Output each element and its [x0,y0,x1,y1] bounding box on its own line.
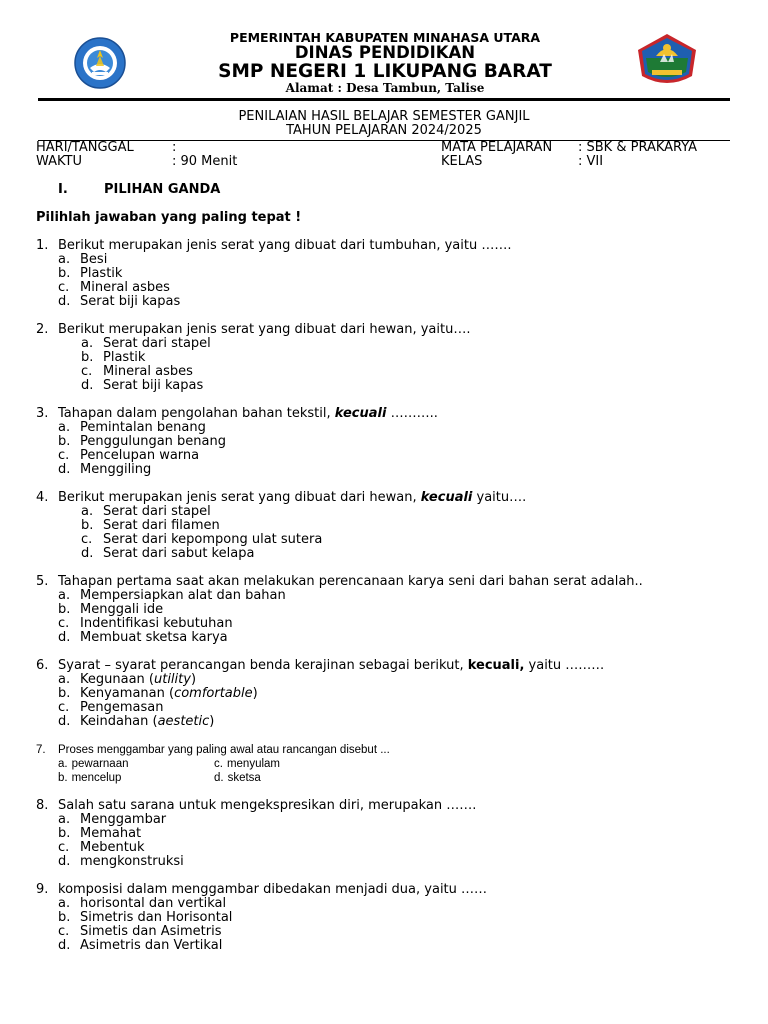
question-text [58,659,604,673]
answer-option [58,463,151,477]
option-letter: a. [58,588,71,603]
option-letter: b. [58,772,68,784]
question-text-tail: yaitu…. [472,490,527,505]
option-text: Simetis dan Asimetris [80,924,222,939]
answer-option [81,533,322,547]
option-letter: d. [58,714,71,729]
option-letter: c. [81,364,93,379]
question-emphasis: kecuali [420,490,473,505]
answer-option [58,897,226,911]
question-number: 7. [36,744,46,756]
option-text: Membuat sketsa karya [80,630,228,645]
option-letter: b. [58,266,71,281]
option-text: Pemintalan benang [80,420,206,435]
answer-option [81,337,211,351]
answer-option [58,281,170,295]
option-text: Serat biji kapas [103,378,204,393]
option-text: Besi [80,252,108,267]
option-text: Mempersiapkan alat dan bahan [80,588,286,603]
option-text: Serat biji kapas [80,294,181,309]
school-address: Alamat : Desa Tambun, Talise [285,81,485,95]
question-number: 5. [36,574,49,589]
answer-option [58,421,206,435]
option-text: Memahat [80,826,142,841]
option-text: sketsa [227,772,261,784]
day-date-value: : [172,140,177,155]
answer-option [58,855,184,869]
question-text-main: Tahapan dalam pengolahan bahan tekstil, [58,406,335,421]
option-text: menyulam [226,758,281,770]
option-letter: a. [58,672,71,687]
tut-wuri-handayani-logo [68,36,132,90]
option-text: Serat dari sabut kelapa [103,546,255,561]
question-number: 6. [36,658,49,673]
header-divider [38,98,730,101]
option-letter: a. [81,504,94,519]
answer-option [81,351,145,365]
question-text-main: Berikut merupakan jenis serat yang dibuat dari tumbuhan, yaitu ……. [58,238,512,253]
answer-option [58,827,141,841]
answer-option [58,253,107,267]
option-letter: d. [58,294,71,309]
answer-option [58,435,226,449]
option-text: Asimetris dan Vertikal [80,938,223,953]
answer-option [81,365,193,379]
answer-option [58,617,233,631]
option-text: Menggiling [80,462,152,477]
minahasa-utara-crest [634,32,700,90]
school-name: SMP NEGERI 1 LIKUPANG BARAT [218,61,552,82]
question-text-tail: yaitu ……… [524,658,605,673]
option-letter: b. [58,602,71,617]
subject-value: : SBK & PRAKARYA [578,140,698,155]
answer-option [58,603,163,617]
answer-option [81,379,203,393]
class-value: : VII [578,154,604,169]
option-letter: c. [58,616,70,631]
answer-option [58,631,228,645]
question-emphasis: kecuali, [467,658,525,673]
option-letter: c. [58,448,70,463]
option-text: pewarnaan [71,758,129,770]
option-text: mengkonstruksi [80,854,184,869]
answer-option [58,449,199,463]
department-name: DINAS PENDIDIKAN [294,43,476,62]
answer-option [58,911,232,925]
option-text: Serat dari kepompong ulat sutera [103,532,323,547]
answer-option [58,701,163,715]
option-letter: d. [58,630,71,645]
question-text [58,883,487,897]
answer-option [58,757,129,771]
question-text [58,799,476,813]
option-letter: c. [58,700,70,715]
answer-option [58,267,122,281]
option-text: mencelup [71,772,122,784]
answer-option [58,939,222,953]
question-number: 3. [36,406,49,421]
question-text [58,491,526,505]
option-text: Serat dari stapel [103,336,211,351]
question-text [58,323,470,337]
option-letter: b. [58,686,71,701]
option-text: Simetris dan Horisontal [80,910,233,925]
option-letter: b. [58,910,71,925]
option-text: Serat dari stapel [103,504,211,519]
option-text: Plastik [103,350,146,365]
option-text: Keindahan (aestetic) [80,714,215,729]
answer-option [214,771,261,785]
answer-option [81,505,211,519]
question-emphasis: kecuali [334,406,387,421]
option-letter: d. [58,854,71,869]
option-letter: c. [81,532,93,547]
answer-option [58,925,222,939]
answer-option [58,841,145,855]
option-letter: b. [81,350,94,365]
option-letter: b. [58,434,71,449]
option-letter: a. [58,758,68,770]
question-number: 9. [36,882,49,897]
option-letter: c. [214,758,223,770]
option-letter: c. [58,280,70,295]
question-text-main: Salah satu sarana untuk mengekspresikan diri, merupakan ……. [58,798,477,813]
question-text-main: komposisi dalam menggambar dibedakan menjadi dua, yaitu …… [58,882,488,897]
option-letter: a. [58,896,71,911]
option-text: Menggali ide [80,602,164,617]
time-value: : 90 Menit [172,154,238,169]
option-text: horisontal dan vertikal [80,896,227,911]
question-number: 2. [36,322,49,337]
answer-option [58,715,214,729]
option-letter: c. [58,924,70,939]
option-letter: b. [58,826,71,841]
answer-option [81,547,254,561]
question-text-main: Syarat – syarat perancangan benda kerajinan sebagai berikut, [58,658,468,673]
government-name: PEMERINTAH KABUPATEN MINAHASA UTARA [229,30,541,45]
option-text: Indentifikasi kebutuhan [80,616,233,631]
question-number: 4. [36,490,49,505]
answer-option [214,757,280,771]
option-text: Pencelupan warna [80,448,200,463]
option-letter: d. [58,462,71,477]
question-text-tail: ……….. [386,406,438,421]
option-text: Plastik [80,266,123,281]
question-number: 8. [36,798,49,813]
question-text [58,239,511,253]
option-text: Penggulungan benang [80,434,226,449]
answer-option [81,519,220,533]
subject-label: MATA PELAJARAN [441,140,553,155]
option-letter: d. [81,546,94,561]
option-letter: a. [58,252,71,267]
question-text-main: Tahapan pertama saat akan melakukan perencanaan karya seni dari bahan serat adalah.. [58,574,643,589]
question-text [58,743,390,757]
answer-option [58,589,286,603]
option-text: Mineral asbes [103,364,193,379]
answer-option [58,813,166,827]
day-date-label: HARI/TANGGAL [36,140,134,155]
question-text [58,407,438,421]
option-letter: a. [58,420,71,435]
question-text-main: Proses menggambar yang paling awal atau rancangan disebut ... [58,744,390,756]
question-text-main: Berikut merupakan jenis serat yang dibuat dari hewan, yaitu…. [58,322,471,337]
answer-option [58,673,196,687]
option-letter: d. [81,378,94,393]
option-letter: a. [81,336,94,351]
option-text: Menggambar [80,812,167,827]
answer-option [58,687,258,701]
option-text: Serat dari filamen [103,518,220,533]
option-text: Mebentuk [80,840,145,855]
instruction: Pilihlah jawaban yang paling tepat ! [36,210,302,225]
class-label: KELAS [441,154,483,169]
option-letter: b. [81,518,94,533]
option-letter: d. [214,772,224,784]
option-text: Mineral asbes [80,280,170,295]
option-letter: a. [58,812,71,827]
exam-title: PENILAIAN HASIL BELAJAR SEMESTER GANJIL [238,109,530,124]
option-text: Kenyamanan (comfortable) [80,686,258,701]
question-text [58,575,643,589]
section-number: I. [58,182,68,197]
answer-option [58,771,121,785]
question-text-main: Berikut merupakan jenis serat yang dibuat dari hewan, [58,490,421,505]
option-letter: c. [58,840,70,855]
section-title: PILIHAN GANDA [104,182,221,197]
option-letter: d. [58,938,71,953]
answer-option [58,295,180,309]
question-number: 1. [36,238,49,253]
time-label: WAKTU [36,154,83,169]
option-text: Pengemasan [80,700,164,715]
academic-year: TAHUN PELAJARAN 2024/2025 [286,123,482,138]
option-text: Kegunaan (utility) [80,672,197,687]
